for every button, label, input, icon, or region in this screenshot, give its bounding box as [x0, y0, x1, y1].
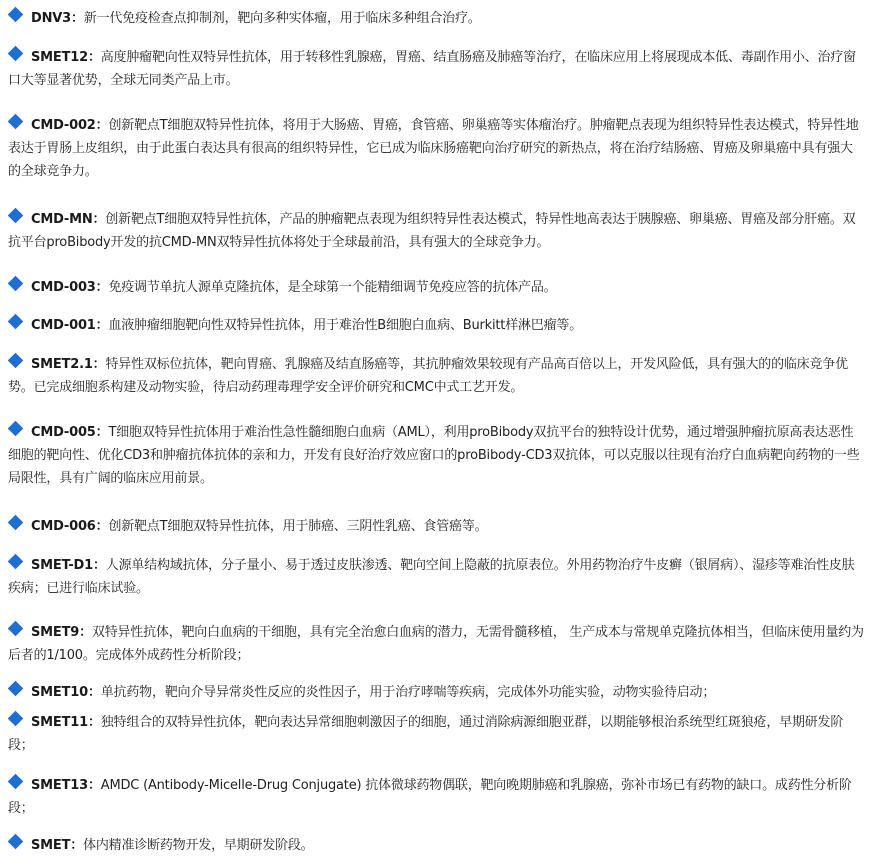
item-name: SMET： [31, 838, 84, 853]
item-name: CMD-001： [31, 318, 109, 333]
list-item [8, 711, 864, 757]
list-item [8, 46, 864, 92]
item-name: CMD-002： [31, 118, 109, 133]
list-item [8, 276, 864, 299]
item-name: CMD-003： [31, 280, 109, 295]
item-name: CMD-006： [31, 519, 109, 534]
list-item [8, 774, 864, 820]
diamond-bullet-icon [8, 314, 24, 330]
list-item [8, 515, 864, 538]
item-name: CMD-MN： [31, 212, 106, 227]
diamond-bullet-icon [8, 46, 24, 62]
diamond-bullet-icon [8, 208, 24, 224]
item-name: SMET12： [31, 50, 101, 65]
diamond-bullet-icon [8, 711, 24, 727]
diamond-bullet-icon [8, 515, 24, 531]
item-name: SMET-D1： [31, 558, 106, 573]
diamond-bullet-icon [8, 353, 24, 369]
item-description: 独特组合的双特异性抗体，靶向表达异常细胞刺激因子的细胞，通过消除病源细胞亚群，以期能够根治系统型红斑狼疮，早期研发阶段； [8, 715, 844, 753]
diamond-bullet-icon [8, 681, 24, 697]
diamond-bullet-icon [8, 554, 24, 570]
diamond-bullet-icon [8, 834, 24, 850]
item-name: SMET11： [31, 715, 101, 730]
list-item [8, 681, 864, 704]
item-description: 体内精准诊断药物开发，早期研发阶段。 [83, 838, 314, 853]
list-item [8, 621, 864, 667]
diamond-bullet-icon [8, 621, 24, 637]
item-description: AMDC (Antibody-Micelle-Drug Conjugate) 抗体微球药物偶联，靶向晚期肺癌和乳腺癌，弥补市场已有药物的缺口。成药性分析阶段； [8, 778, 852, 816]
list-item [8, 353, 864, 399]
list-item [8, 114, 864, 183]
diamond-bullet-icon [8, 774, 24, 790]
item-description: 高度肿瘤靶向性双特异性抗体，用于转移性乳腺癌，胃癌、结直肠癌及肺癌等治疗，在临床应用上将展现成本低、毒副作用小、治疗窗口大等显著优势，全球无同类产品上市。 [8, 50, 856, 88]
item-description: 新一代免疫检查点抑制剂，靶向多种实体瘤，用于临床多种组合治疗。 [83, 11, 481, 26]
item-description: 双特异性抗体，靶向白血病的干细胞，具有完全治愈白血病的潜力，无需骨髓移植， 生产成本与常规单克隆抗体相当，但临床使用量约为后者的1/100。完成体外成药性分析阶段； [8, 625, 864, 663]
item-name: SMET13： [31, 778, 101, 793]
item-description: 血液肿瘤细胞靶向性双特异性抗体，用于难治性B细胞白血病、Burkitt样淋巴瘤等。 [108, 318, 583, 333]
diamond-bullet-icon [8, 276, 24, 292]
item-name: SMET9： [31, 625, 92, 640]
diamond-bullet-icon [8, 7, 24, 23]
item-description: 人源单结构域抗体，分子量小、易于透过皮肤渗透、靶向空间上隐蔽的抗原表位。外用药物治疗牛皮癣（银屑病）、湿疹等难治性皮肤疾病；已进行临床试验。 [8, 558, 855, 596]
item-name: SMET10： [31, 685, 101, 700]
item-name: SMET2.1： [31, 357, 106, 372]
item-description: 免疫调节单抗人源单克隆抗体，是全球第一个能精细调节免疫应答的抗体产品。 [108, 280, 557, 295]
list-item [8, 314, 864, 337]
item-description: 创新靶点T细胞双特异性抗体，将用于大肠癌、胃癌，食管癌、卵巢癌等实体瘤治疗。肿瘤靶点表现为组织特异性表达模式，特异性地表达于胃肠上皮组织，由于此蛋白表达具有很高的组织特异性，它已成为临床肠癌靶向治疗研究的新热点，将在治疗结肠癌、胃癌及卵巢癌中具有强大的全球竞争力。 [8, 118, 859, 179]
list-item [8, 421, 864, 490]
item-description: 特异性双标位抗体，靶向胃癌、乳腺癌及结直肠癌等，其抗肿瘤效果较现有产品高百倍以上，开发风险低，具有强大的的临床竞争优势。已完成细胞系构建及动物实验，待启动药理毒理学安全评价研究和CMC中式工艺开发。 [8, 357, 848, 395]
diamond-bullet-icon [8, 114, 24, 130]
diamond-bullet-icon [8, 421, 24, 437]
list-item [8, 834, 864, 857]
list-item [8, 554, 864, 600]
item-description: 单抗药物，靶向介导异常炎性反应的炎性因子，用于治疗哮喘等疾病，完成体外功能实验，动物实验待启动； [100, 685, 716, 700]
item-name: DNV3： [31, 11, 84, 26]
item-name: CMD-005： [31, 425, 109, 440]
item-description: 创新靶点T细胞双特异性抗体，产品的肿瘤靶点表现为组织特异性表达模式，特异性地高表达于胰腺癌、卵巢癌、胃癌及部分肝癌。双抗平台proBibody开发的抗CMD-MN双特异性抗体将处于全球最前沿，具有强大的全球竞争力。 [8, 212, 856, 250]
item-description: 创新靶点T细胞双特异性抗体，用于肺癌、三阴性乳癌、食管癌等。 [108, 519, 488, 534]
list-item [8, 7, 864, 30]
item-description: T细胞双特异性抗体用于难治性急性髓细胞白血病（AML），利用proBibody双抗平台的独特设计优势，通过增强肿瘤抗原高表达恶性细胞的靶向性、优化CD3和肿瘤抗体抗体的亲和力，开发有良好治疗效应窗口的proBibody-CD3双抗体，可以克服以往现有治疗白血病靶向药物的一些局限性，具有广阔的临床应用前景。 [8, 425, 860, 486]
list-item [8, 208, 864, 254]
